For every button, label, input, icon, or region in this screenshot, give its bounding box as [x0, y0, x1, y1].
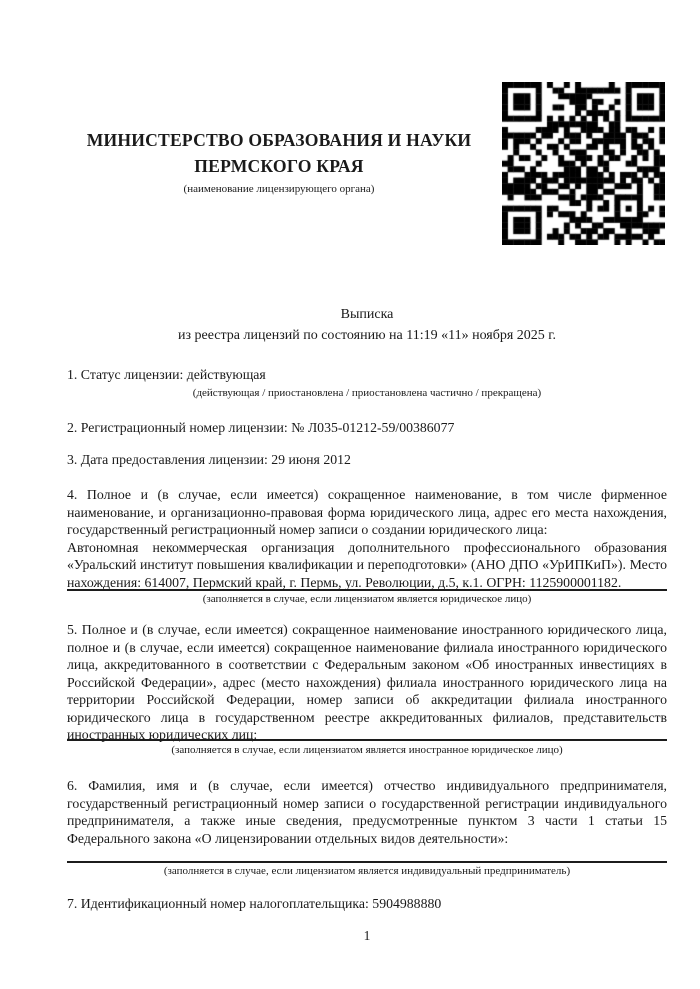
foreign-entity-caption: (заполняется в случае, если лицензиатом является иностранное юридическое лицо)	[171, 744, 563, 756]
ministry-name	[67, 127, 491, 179]
licensing-authority-block	[67, 127, 491, 196]
ministry-name-line1: МИНИСТЕРСТВО ОБРАЗОВАНИЯ И НАУКИ	[86, 130, 472, 150]
individual-entrepreneur-label: 6. Фамилия, имя и (в случае, если имеется) отчество индивидуального предпринимателя, государственный регистрационный номер записи о государственной регистрации индивидуального предпринимателя, а также иные сведения, предусмотренные пунктом 3 части 1 статьи 15 Федерального закона «О лицензировании отдельных видов деятельности»:	[67, 778, 667, 846]
document-title	[67, 304, 667, 346]
document-title-line1: Выписка	[340, 307, 394, 322]
ministry-name-line2: ПЕРМСКОГО КРАЯ	[194, 156, 364, 176]
item-registration-number	[67, 419, 667, 437]
page-number: 1	[363, 928, 371, 943]
item-individual-entrepreneur	[67, 777, 667, 879]
legal-entity-caption: (заполняется в случае, если лицензиатом является юридическое лицо)	[202, 593, 532, 605]
foreign-entity-rule	[67, 739, 667, 741]
item-foreign-entity	[67, 621, 667, 758]
item-license-status	[67, 366, 667, 400]
individual-entrepreneur-rule	[67, 861, 667, 863]
taxpayer-number-text: 7. Идентификационный номер налогоплательщика: 5904988880	[67, 896, 442, 911]
registration-number-text: 2. Регистрационный номер лицензии: № Л035-01212-59/00386077	[67, 420, 455, 435]
item-license-date	[67, 451, 667, 469]
license-status-text: 1. Статус лицензии: действующая	[67, 367, 266, 382]
ministry-caption: (наименование лицензирующего органа)	[183, 183, 375, 195]
document-title-line2: из реестра лицензий по состоянию на 11:19 «11» ноября 2025 г.	[178, 328, 556, 343]
legal-entity-rule	[67, 589, 667, 591]
individual-entrepreneur-caption: (заполняется в случае, если лицензиатом является индивидуальный предприниматель)	[163, 865, 571, 877]
foreign-entity-label: 5. Полное и (в случае, если имеется) сокращенное наименование иностранного юридического лица, полное и (в случае, если имеется) сокращенное наименование филиала иностранного юридического лица, аккредитованного в соответствии с Федеральным законом «Об иностранных инвестициях в Российской Федерации», адрес (место нахождения) филиала иностранного юридического лица на территории Российской Федерации, номер записи об аккредитации филиала иностранного юридического лица в государственном реестре аккредитованных филиалов, представительств иностранных юридических лиц:	[67, 622, 667, 742]
legal-entity-label: 4. Полное и (в случае, если имеется) сокращенное наименование, в том числе фирменное наименование, и организационно-правовая форма юридического лица, адрес его места нахождения, государственный регистрационный номер записи о создании юридического лица:	[67, 487, 667, 537]
license-status-caption: (действующая / приостановлена / приостановлена частично / прекращена)	[192, 386, 542, 399]
license-date-text: 3. Дата предоставления лицензии: 29 июня 2012	[67, 452, 351, 467]
legal-entity-value: Автономная некоммерческая организация дополнительного профессионального образования «Уральский институт повышения квалификации и переподготовки» (АНО ДПО «УрИПКиП»). Место нахождения: 614007, Пермский край, г. Пермь, ул. Революции, д.5, к.1. ОГРН: 1125900001182.	[67, 539, 667, 590]
qr-code-icon	[502, 82, 665, 245]
item-legal-entity	[67, 486, 667, 608]
item-taxpayer-number	[67, 895, 667, 913]
